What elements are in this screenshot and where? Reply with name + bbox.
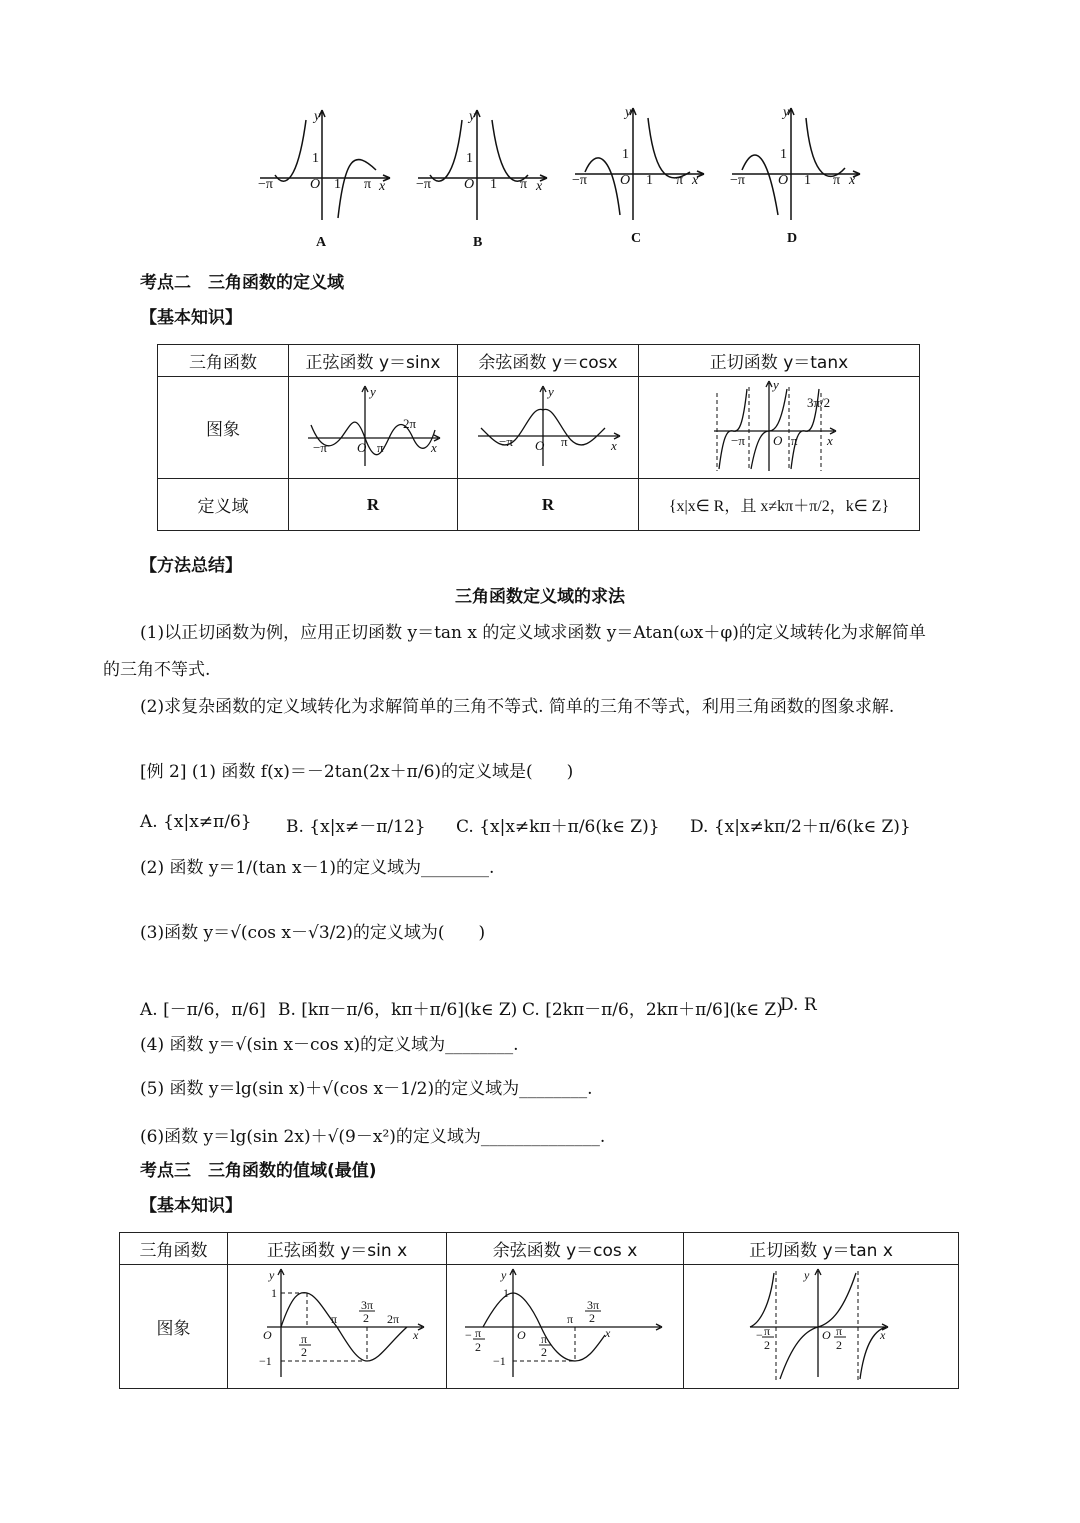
svg-text:π: π (475, 1326, 482, 1340)
svg-text:O: O (535, 438, 545, 453)
cos3-graph (455, 1265, 675, 1383)
row-domain-label: 定义域 (158, 479, 289, 531)
svg-text:π: π (541, 1332, 548, 1346)
svg-text:π: π (561, 434, 568, 449)
svg-text:−π: −π (416, 177, 431, 192)
svg-text:π: π (301, 1332, 308, 1346)
svg-text:1: 1 (804, 173, 811, 188)
svg-text:1: 1 (334, 177, 341, 192)
svg-text:O: O (263, 1328, 272, 1342)
svg-text:O: O (464, 177, 475, 192)
svg-text:3π/2: 3π/2 (807, 395, 831, 410)
svg-text:O: O (773, 433, 783, 448)
svg-text:x: x (880, 1328, 886, 1342)
svg-text:x: x (605, 1326, 611, 1340)
example-q3-opt-d: D. R (780, 995, 817, 1015)
svg-text:2: 2 (764, 1338, 770, 1352)
section2-title: 考点二 三角函数的定义域 (140, 273, 344, 293)
graph-label-b: B (473, 235, 483, 250)
svg-text:π: π (567, 1312, 574, 1326)
svg-text:π: π (520, 177, 528, 192)
sin-graph-cell (289, 377, 458, 479)
th3-tan: 正切函数 y＝tan x (684, 1233, 959, 1265)
svg-text:π: π (676, 173, 684, 188)
svg-text:1: 1 (271, 1286, 277, 1300)
th-tan: 正切函数 y＝tanx (639, 345, 920, 377)
svg-text:y: y (501, 1268, 507, 1282)
example-q1-opt-d: D. {x|x≠kπ/2＋π/6(k∈ Z)} (690, 817, 911, 837)
section3-title: 考点三 三角函数的值域(最值) (140, 1161, 377, 1181)
svg-text:x: x (536, 179, 543, 194)
svg-text:−1: −1 (259, 1354, 272, 1368)
sin3-graph (237, 1265, 437, 1383)
th-cos: 余弦函数 y＝cosx (458, 345, 639, 377)
tan3-graph-cell (684, 1265, 959, 1389)
svg-text:1: 1 (503, 1286, 509, 1300)
example-q1-opt-c: C. {x|x≠kπ＋π/6(k∈ Z)} (456, 817, 660, 837)
method-p1-line1: (1)以正切函数为例，应用正切函数 y＝tan x 的定义域求函数 y＝Atan(ωx＋φ)的定义域转化为求解简单 (140, 623, 926, 643)
svg-text:π: π (833, 173, 841, 188)
method-heading: 【方法总结】 (140, 556, 242, 576)
domain-sin: R (289, 479, 458, 531)
graph-label-c: C (631, 231, 642, 246)
example-q1-opt-a: A. {x|x≠π/6} (140, 812, 252, 832)
svg-text:y: y (804, 1268, 810, 1282)
domain-table (157, 344, 920, 531)
top-graphs (240, 100, 880, 260)
svg-text:π: π (364, 177, 372, 192)
svg-text:−π: −π (313, 440, 327, 455)
example-q3-opt-a: A. [－π/6，π/6] (140, 1000, 266, 1020)
th3-sin: 正弦函数 y＝sin x (228, 1233, 447, 1265)
svg-text:x: x (413, 1328, 419, 1342)
origin-label: O (310, 177, 321, 192)
example-q3: (3)函数 y＝√(cos x－√3/2)的定义域为( ) (140, 923, 486, 943)
svg-text:π: π (764, 1324, 771, 1338)
graph-label-a: A (316, 235, 327, 250)
th-func: 三角函数 (158, 345, 289, 377)
svg-text:y: y (783, 105, 790, 120)
svg-text:y: y (469, 109, 476, 124)
graph-label-d: D (787, 231, 798, 246)
svg-text:2: 2 (541, 1345, 547, 1359)
svg-text:3π: 3π (587, 1298, 600, 1312)
svg-text:−: − (756, 1328, 763, 1342)
svg-text:x: x (827, 433, 833, 448)
section2-basic: 【基本知识】 (140, 308, 242, 328)
svg-text:1: 1 (490, 177, 497, 192)
example-q5: (5) 函数 y＝lg(sin x)＋√(cos x－1/2)的定义域为________. (140, 1079, 593, 1099)
svg-text:1: 1 (780, 147, 787, 162)
th3-func: 三角函数 (120, 1233, 228, 1265)
row3-graph-label: 图象 (120, 1265, 228, 1389)
svg-text:−1: −1 (493, 1354, 506, 1368)
svg-text:x: x (431, 440, 437, 455)
row-graph-label: 图象 (158, 377, 289, 479)
svg-text:2π: 2π (387, 1312, 400, 1326)
svg-text:2: 2 (363, 1311, 369, 1325)
svg-text:π: π (836, 1324, 843, 1338)
svg-text:x: x (611, 438, 617, 453)
domain-tan: {x|x∈ R，且 x≠kπ＋π/2，k∈ Z} (639, 479, 920, 531)
method-p1-line2: 的三角不等式. (103, 660, 211, 680)
tan3-graph (746, 1265, 896, 1383)
svg-text:O: O (357, 440, 367, 455)
section3-basic: 【基本知识】 (140, 1196, 242, 1216)
svg-text:2: 2 (475, 1340, 481, 1354)
range-table (119, 1232, 959, 1389)
svg-text:−π: −π (258, 177, 273, 192)
svg-text:y: y (370, 384, 376, 399)
tan-graph-cell (639, 377, 920, 479)
tan-graph (709, 377, 849, 473)
method-p2: (2)求复杂函数的定义域转化为求解简单的三角不等式. 简单的三角不等式，利用三角函数的图象求解. (140, 697, 895, 717)
svg-text:O: O (620, 173, 631, 188)
svg-text:3π: 3π (361, 1298, 374, 1312)
sin-graph (293, 380, 453, 470)
axis-y-label: y (314, 109, 321, 124)
svg-text:π: π (377, 440, 384, 455)
svg-text:2: 2 (836, 1338, 842, 1352)
svg-text:x: x (692, 173, 699, 188)
axis-x-label: x (379, 179, 386, 194)
svg-text:2: 2 (589, 1311, 595, 1325)
svg-text:2: 2 (301, 1345, 307, 1359)
svg-text:y: y (548, 384, 554, 399)
svg-text:y: y (625, 105, 632, 120)
svg-text:−π: −π (730, 173, 745, 188)
cos-graph-cell (458, 377, 639, 479)
svg-text:O: O (822, 1328, 831, 1342)
cos3-graph-cell (447, 1265, 684, 1389)
example-q3-opt-b: B. [kπ－π/6，kπ＋π/6](k∈ Z) (278, 1000, 518, 1020)
svg-text:1: 1 (622, 147, 629, 162)
svg-text:x: x (849, 173, 856, 188)
svg-text:y: y (269, 1268, 275, 1282)
svg-text:y: y (773, 377, 779, 392)
sin3-graph-cell (228, 1265, 447, 1389)
example-q3-opt-c: C. [2kπ－π/6，2kπ＋π/6](k∈ Z) (522, 1000, 783, 1020)
example-q4: (4) 函数 y＝√(sin x－cos x)的定义域为________. (140, 1035, 519, 1055)
th-sin: 正弦函数 y＝sinx (289, 345, 458, 377)
svg-text:1: 1 (312, 151, 319, 166)
svg-text:−π: −π (572, 173, 587, 188)
svg-text:2π: 2π (403, 416, 417, 431)
svg-text:O: O (517, 1328, 526, 1342)
cos-graph (463, 380, 633, 470)
svg-text:1: 1 (646, 173, 653, 188)
th3-cos: 余弦函数 y＝cos x (447, 1233, 684, 1265)
svg-text:1: 1 (466, 151, 473, 166)
svg-text:−π: −π (731, 433, 745, 448)
example-q1: [例 2] (1) 函数 f(x)＝－2tan(2x＋π/6)的定义域是( ) (140, 762, 574, 782)
svg-text:π: π (331, 1312, 338, 1326)
method-title: 三角函数定义域的求法 (455, 587, 625, 607)
domain-cos: R (458, 479, 639, 531)
svg-text:O: O (778, 173, 789, 188)
example-q1-opt-b: B. {x|x≠－π/12} (286, 817, 426, 837)
svg-text:π: π (791, 433, 798, 448)
svg-text:−: − (465, 1328, 472, 1342)
svg-text:−π: −π (499, 434, 513, 449)
example-q6: (6)函数 y＝lg(sin 2x)＋√(9－x²)的定义域为______________. (140, 1127, 606, 1147)
example-q2: (2) 函数 y＝1/(tan x－1)的定义域为________. (140, 858, 495, 878)
